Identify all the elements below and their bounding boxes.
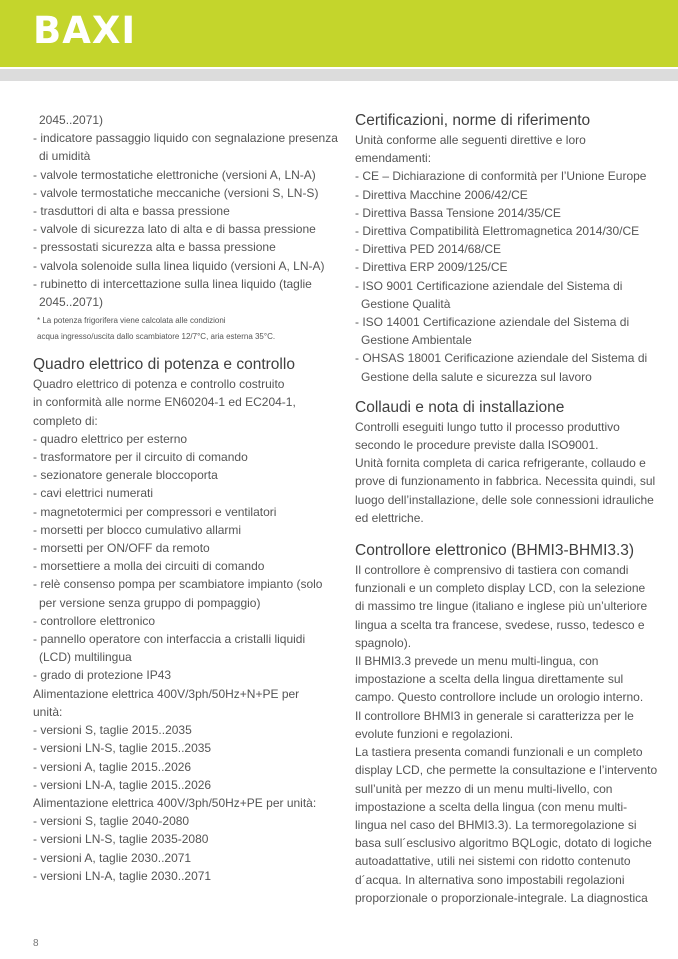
text-line: proporzionale o proporzionale-integrale. La diagnostica xyxy=(355,890,648,905)
text-line: - Direttiva Bassa Tensione 2014/35/CE xyxy=(355,205,561,220)
text-line: 2045..2071) xyxy=(39,295,104,310)
text-line: emendamenti: xyxy=(355,151,432,166)
text-line: - valvole termostatiche meccaniche (versioni S, LN-S) xyxy=(33,185,319,200)
right-column xyxy=(355,111,658,907)
text-line: acqua ingresso/uscita dallo scambiatore 12/7°C, aria esterna 35°C. xyxy=(37,332,276,342)
page-number: 8 xyxy=(33,938,39,949)
baxi-logo: BAXI xyxy=(33,9,137,52)
text-line: - controllore elettronico xyxy=(33,613,156,628)
text-line: di umidità xyxy=(39,149,91,164)
text-line: basa sull´esclusivo algoritmo BQLogic, dotato di logiche xyxy=(355,836,652,851)
text-line: completo di: xyxy=(33,413,98,428)
section-title-quadro: Quadro elettrico di potenza e controllo xyxy=(33,356,295,374)
text-line: impostazione a scelta della lingua direttamente sul xyxy=(355,672,624,687)
text-line: - pressostati sicurezza alta e bassa pressione xyxy=(33,240,276,255)
text-line: Gestione Qualità xyxy=(361,296,451,311)
text-line: Quadro elettrico di potenza e controllo costruito xyxy=(33,377,285,392)
text-line: - versioni S, taglie 2015..2035 xyxy=(33,723,192,738)
text-line: * La potenza frigorifera viene calcolata alle condizioni xyxy=(37,316,226,326)
text-line: - versioni S, taglie 2040-2080 xyxy=(33,814,190,829)
text-line: Il controllore BHMI3 in generale si caratterizza per le xyxy=(355,708,634,723)
text-line: - versioni LN-S, taglie 2015..2035 xyxy=(33,741,212,756)
text-line: 2045..2071) xyxy=(39,113,104,127)
text-line: Controlli eseguiti lungo tutto il processo produttivo xyxy=(355,419,620,434)
text-line: evolute funzioni e regolazioni. xyxy=(355,726,514,741)
text-line: - valvole termostatiche elettroniche (versioni A, LN-A) xyxy=(33,167,316,182)
text-line: campo. Questo controllore include un orologio interno. xyxy=(355,690,644,705)
text-line: - CE – Dichiarazione di conformità per l’Unione Europe xyxy=(355,169,647,184)
text-line: - Direttiva Macchine 2006/42/CE xyxy=(355,187,528,202)
text-line: ed elettriche. xyxy=(355,510,424,525)
text-line: - OHSAS 18001 Cerificazione aziendale del Sistema di xyxy=(355,351,648,366)
text-line: - versioni LN-A, taglie 2015..2026 xyxy=(33,777,212,792)
section-title-certificazioni: Certificazioni, norme di riferimento xyxy=(355,112,591,129)
text-line: - trasduttori di alta e bassa pressione xyxy=(33,204,230,219)
left-column xyxy=(33,111,341,885)
text-line: - ISO 14001 Certificazione aziendale del Sistema di xyxy=(355,315,630,330)
text-line: - valvole di sicurezza lato di alta e di bassa pressione xyxy=(33,222,316,237)
text-line: Unità fornita completa di carica refrigerante, collaudo e xyxy=(355,456,646,471)
text-line: - morsetti per ON/OFF da remoto xyxy=(33,541,210,556)
text-line: display LCD, che permette la consultazione e l’intervento xyxy=(355,763,658,778)
text-line: - magnetotermici per compressori e ventilatori xyxy=(33,504,277,519)
text-line: La tastiera presenta comandi funzionali e un completo xyxy=(355,745,643,760)
text-line: - valvola solenoide sulla linea liquido (versioni A, LN-A) xyxy=(33,258,325,273)
text-line: funzionali e un completo display LCD, con la selezione xyxy=(355,581,646,596)
text-line: - Direttiva Compatibilità Elettromagnetica 2014/30/CE xyxy=(355,224,640,239)
text-line: luogo dell’installazione, delle sole connessioni idrauliche xyxy=(355,492,654,507)
text-line: in conformità alle norme EN60204-1 ed EC204-1, xyxy=(33,395,296,410)
text-line: - sezionatore generale bloccoporta xyxy=(33,468,218,483)
components-list xyxy=(33,111,341,311)
text-line: - versioni A, taglie 2015..2026 xyxy=(33,759,192,774)
text-line: - Direttiva ERP 2009/125/CE xyxy=(355,260,508,275)
text-line: Il BHMI3.3 prevede un menu multi-lingua, con xyxy=(355,654,599,669)
text-line: - ISO 9001 Certificazione aziendale del Sistema di xyxy=(355,278,623,293)
text-line: - quadro elettrico per esterno xyxy=(33,431,188,446)
collaudi-body xyxy=(355,418,655,527)
text-line: Il controllore è comprensivo di tastiera con comandi xyxy=(355,563,629,578)
text-line: lingua nel caso del BHMI3.3). La termoregolazione si xyxy=(355,817,637,832)
text-line: - morsettiere a molla dei circuiti di comando xyxy=(33,559,265,574)
text-line: - morsetti per blocco cumulativo allarmi xyxy=(33,522,242,537)
quadro-body xyxy=(33,375,341,885)
text-line: spagnolo). xyxy=(355,635,412,650)
text-line: prove di funzionamento in fabbrica. Necessita quindi, sul xyxy=(355,474,656,489)
text-line: - relè consenso pompa per scambiatore impianto (solo xyxy=(33,577,323,592)
text-line: Alimentazione elettrica 400V/3ph/50Hz+PE per unità: xyxy=(33,795,317,810)
text-line: - versioni LN-S, taglie 2035-2080 xyxy=(33,832,209,847)
text-line: autoadattative, utili nei sistemi con ridotto contenuto xyxy=(355,854,631,869)
text-line: - versioni A, taglie 2030..2071 xyxy=(33,850,192,865)
text-line: - trasformatore per il circuito di comando xyxy=(33,450,248,465)
text-line: di massimo tre lingue (italiano e inglese più un’ulteriore xyxy=(355,599,648,614)
text-line: Unità conforme alle seguenti direttive e loro xyxy=(355,133,586,147)
text-line: sull’unità per mezzo di un menu multi-livello, con xyxy=(355,781,613,796)
text-line: (LCD) multilingua xyxy=(39,650,132,665)
text-line: Alimentazione elettrica 400V/3ph/50Hz+N+PE per xyxy=(33,686,300,701)
text-line: secondo le procedure previste dalla ISO9001. xyxy=(355,438,599,453)
text-line: lingua a scelta tra francese, svedese, russo, tedesco e xyxy=(355,617,645,632)
text-line: - cavi elettrici numerati xyxy=(33,486,154,501)
footnote xyxy=(33,313,341,345)
text-line: - pannello operatore con interfaccia a cristalli liquidi xyxy=(33,632,306,647)
text-line: - grado di protezione IP43 xyxy=(33,668,172,683)
text-line: Gestione della salute e sicurezza sul lavoro xyxy=(361,369,592,384)
header-bar xyxy=(0,0,678,67)
controllore-body xyxy=(355,561,658,907)
section-title-collaudi: Collaudi e nota di installazione xyxy=(355,398,565,416)
text-line: unità: xyxy=(33,704,63,719)
header-rule xyxy=(0,67,678,81)
text-line: per versione senza gruppo di pompaggio) xyxy=(39,595,261,610)
text-line: - rubinetto di intercettazione sulla linea liquido (taglie xyxy=(33,276,312,291)
text-line: - indicatore passaggio liquido con segnalazione presenza xyxy=(33,131,338,146)
text-line: - Direttiva PED 2014/68/CE xyxy=(355,242,502,257)
text-line: d´acqua. In alternativa sono impostabili regolazioni xyxy=(355,872,625,887)
text-line: impostazione a scelta della lingua (con menu multi- xyxy=(355,799,628,814)
certificazioni-body xyxy=(355,131,655,386)
section-title-controllore: Controllore elettronico (BHMI3-BHMI3.3) xyxy=(355,542,635,560)
text-line: - versioni LN-A, taglie 2030..2071 xyxy=(33,868,212,883)
text-line: Gestione Ambientale xyxy=(361,333,472,348)
